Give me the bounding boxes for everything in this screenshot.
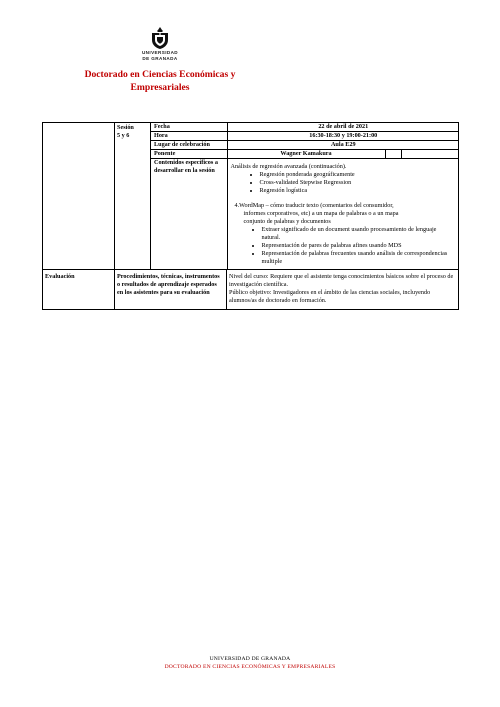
wordmap-line2: informes corporativos, etc) a un mapa de palabras o a un mapa bbox=[243, 210, 399, 217]
evaluation-body bbox=[227, 270, 459, 310]
page-footer bbox=[0, 655, 500, 671]
wordmap-line1: 4.WordMap – cómo traducir texto (comentarios del consumidor, bbox=[234, 202, 394, 209]
footer-program: DOCTORADO EN CIENCIAS ECONÓMICAS Y EMPRESARIALES bbox=[164, 664, 336, 670]
place-row bbox=[151, 141, 459, 150]
contents-bullet: • Cross-validated Stepwise Regression bbox=[260, 179, 457, 187]
wordmap-bullet: • Representación de palabras frecuentes usando análisis de correspondencias multiple bbox=[262, 250, 457, 266]
date-row bbox=[151, 123, 459, 132]
course-level-text: Nivel del curso: Requiere que el asistente tenga conocimientos básicos sobre el proceso de investigación científica. bbox=[229, 273, 454, 288]
program-title-line1: Doctorado en Ciencias Económicas y bbox=[84, 69, 236, 80]
contents-bullet: • Regresión logística bbox=[260, 187, 457, 195]
footer-university: UNIVERSIDAD DE GRANADA bbox=[209, 656, 291, 662]
logo-text-line1: UNIVERSIDAD bbox=[141, 50, 179, 55]
date-value: 22 de abril de 2021 bbox=[227, 123, 459, 132]
speaker-empty-cell-2 bbox=[401, 150, 459, 159]
contents-bullet: • Regresión ponderada geográficamente bbox=[260, 171, 457, 179]
time-row bbox=[151, 132, 459, 141]
target-audience-text: Público objetivo: Investigadores en el ámbito de las ciencias sociales, incluyendo alumnos/as de doctorado en formación. bbox=[229, 289, 431, 304]
place-label: Lugar de celebración bbox=[151, 141, 227, 150]
session-label-line2: 5 y 6 bbox=[117, 132, 130, 139]
wordmap-bullet: • Representación de pares de palabras afines usando MDS bbox=[262, 242, 457, 250]
contents-label: Contenidos específicos a desarrollar en la sesión bbox=[151, 159, 227, 270]
university-logo bbox=[132, 26, 188, 62]
program-title-line2: Empresariales bbox=[130, 82, 190, 93]
session-details-table bbox=[151, 123, 459, 269]
university-crest-icon bbox=[149, 26, 171, 50]
evaluation-row bbox=[43, 270, 459, 310]
contents-bullet-list bbox=[231, 171, 457, 195]
session-table bbox=[42, 122, 459, 310]
empty-cell bbox=[43, 123, 115, 270]
wordmap-item bbox=[235, 202, 457, 226]
evaluation-label: Evaluación bbox=[43, 270, 115, 310]
speaker-value: Wagner Kamakura bbox=[227, 150, 385, 159]
speaker-row bbox=[151, 150, 459, 159]
session-label bbox=[115, 123, 151, 270]
wordmap-bullet-list bbox=[231, 226, 457, 266]
session-label-line1: Sesión bbox=[117, 124, 134, 131]
logo-text-line2: DE GRANADA bbox=[142, 56, 178, 61]
session-details-cell bbox=[151, 123, 459, 270]
contents-body bbox=[227, 159, 459, 270]
time-value: 16:30-18:30 y 19:00-21:00 bbox=[227, 132, 459, 141]
place-value: Aula E29 bbox=[227, 141, 459, 150]
program-title bbox=[60, 68, 260, 94]
evaluation-procedures-label: Procedimientos, técnicas, instrumentos o resultados de aprendizaje esperados en los asistentes para su evaluación bbox=[115, 270, 227, 310]
time-label: Hora bbox=[151, 132, 227, 141]
contents-row bbox=[151, 159, 459, 270]
contents-intro: Análisis de regresión avanzada (continuación). bbox=[230, 163, 347, 170]
speaker-label: Ponente bbox=[151, 150, 227, 159]
wordmap-line3: conjunto de palabras y documentos bbox=[243, 218, 331, 225]
wordmap-bullet: • Extraer significado de un document usando procesamiento de lenguaje natural. bbox=[262, 226, 457, 242]
date-label: Fecha bbox=[151, 123, 227, 132]
speaker-empty-cell-1 bbox=[385, 150, 401, 159]
session-row bbox=[43, 123, 459, 270]
